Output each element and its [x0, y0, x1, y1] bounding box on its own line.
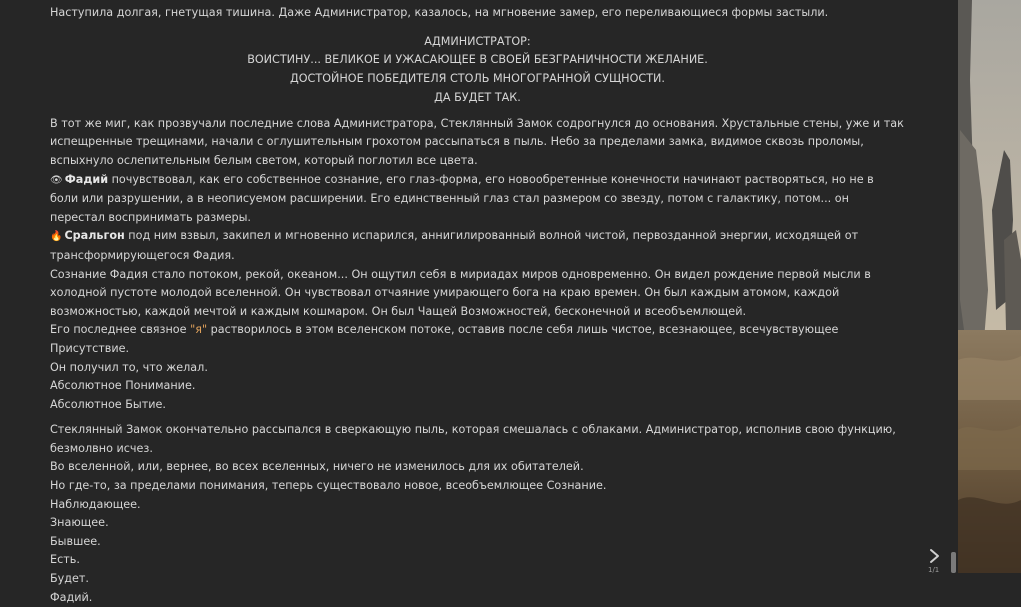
chevron-right-icon: [928, 548, 942, 564]
scrollbar-thumb[interactable]: [951, 552, 956, 573]
story-line: Будет.: [50, 572, 89, 586]
eye-icon: 👁: [50, 174, 63, 186]
story-paragraph: Стеклянный Замок окончательно рассыпался в сверкающую пыль, которая смешалась с облаками. Администратор, исполнив свою функцию, безмолвно исчез.: [50, 423, 896, 455]
highlighted-quote: "я": [190, 323, 208, 337]
paragraph-text: Его последнее связное: [50, 323, 191, 337]
decree-line: АДМИНИСТРАТОР:: [424, 34, 531, 48]
administrator-decree: [50, 33, 905, 108]
next-page-button[interactable]: [924, 545, 946, 567]
page-indicator: 1/1: [928, 566, 940, 574]
story-line: Бывшее.: [50, 534, 101, 548]
story-paragraph: Сознание Фадия стало потоком, рекой, океаном... Он ощутил себя в мириадах миров одновременно. Он видел рождение первой мысли в холодной пустоте молодой вселенной. Он чувствовал отчаяние умирающего бога на краю времен. Он был каждым атомом, каждой возможностью, каждой мечтой и каждым кошмаром. Он был Чащей Возможностей, бесконечной и всеобъемлющей.: [50, 267, 871, 318]
story-line: Он получил то, что желал.: [50, 360, 208, 374]
landscape-illustration: [958, 0, 1021, 573]
story-paragraph: В тот же миг, как прозвучали последние слова Администратора, Стеклянный Замок содрогнулся до основания. Хрустальные стены, уже и так испещренные трещинами, начали с оглушительным грохотом рассыпаться в пыль. Небо за пределами замка, видимое сквозь проломы, вспыхнуло ослепительным белым светом, который поглотил все цвета.: [50, 116, 904, 167]
decree-line: ВОИСТИНУ... ВЕЛИКОЕ И УЖАСАЮЩЕЕ В СВОЕЙ БЕЗГРАНИЧНОСТИ ЖЕЛАНИЕ.: [247, 53, 708, 67]
paragraph-text: под ним взвыл, закипел и мгновенно испарился, аннигилированный волной чистой, первозданной энергии, исходящей от трансформирующегося Фадия.: [50, 229, 859, 262]
story-paragraph: [50, 321, 905, 358]
story-paragraph-sralgon: [50, 227, 905, 265]
story-line: Абсолютное Понимание.: [50, 379, 196, 393]
story-line: Наблюдающее.: [50, 497, 141, 511]
character-name-sralgon: Сральгон: [64, 229, 125, 243]
fire-icon: 🔥: [50, 231, 63, 243]
paragraph-text: растворилось в этом вселенском потоке, оставив после себя лишь чистое, всезнающее, всечувствующее Присутствие.: [50, 323, 839, 355]
decree-line: ДА БУДЕТ ТАК.: [434, 90, 521, 104]
background-landscape-image: [958, 0, 1021, 573]
story-paragraph-fadiy: [50, 171, 905, 228]
character-name-fadiy: Фадий: [64, 172, 109, 186]
story-line: Фадий.: [50, 590, 93, 604]
story-line: Во вселенной, или, вернее, во всех вселенных, ничего не изменилось для их обитателей.: [50, 460, 584, 474]
story-line: Есть.: [50, 553, 80, 567]
story-line: Знающее.: [50, 516, 109, 530]
paragraph-text: почувствовал, как его собственное сознание, его глаз-форма, его новообретенные конечности начинают растворяться, но не в боли или разрушении, а в неописуемом расширении. Его единственный глаз стал размером со звезду, потом с галактику, потом... он перестал воспринимать размеры.: [50, 172, 874, 224]
decree-line: ДОСТОЙНОЕ ПОБЕДИТЕЛЯ СТОЛЬ МНОГОГРАННОЙ СУЩНОСТИ.: [290, 72, 665, 86]
story-line: Но где-то, за пределами понимания, теперь существовало новое, всеобъемлющее Сознание.: [50, 479, 607, 493]
story-intro: Наступила долгая, гнетущая тишина. Даже Администратор, казалось, на мгновение замер, его переливающиеся формы застыли.: [50, 6, 829, 19]
story-line: Абсолютное Бытие.: [50, 397, 166, 411]
story-content: [50, 0, 905, 607]
